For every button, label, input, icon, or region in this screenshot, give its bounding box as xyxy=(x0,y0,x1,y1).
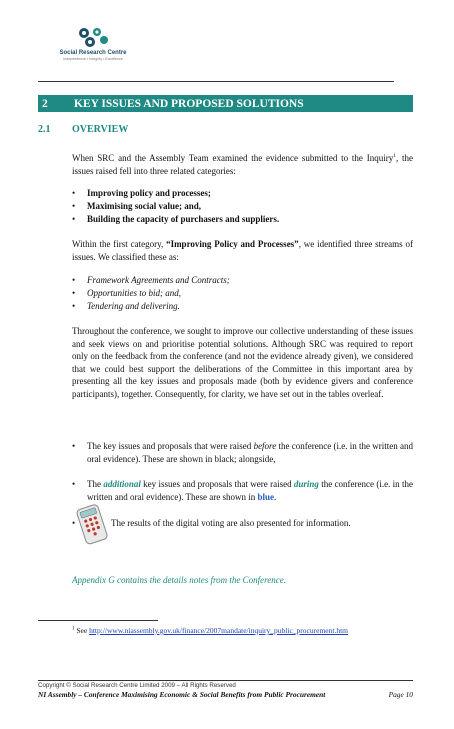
src-logo xyxy=(58,26,128,61)
list-item: • The additional key issues and proposals that were raised during the conference (i.e. in the written and oral evidence). These are shown in blue. xyxy=(72,479,413,502)
header-rule xyxy=(38,81,394,82)
subsection-title: OVERVIEW xyxy=(72,124,129,135)
list-item: • The key issues and proposals that were raised before the conference (i.e. in the written and oral evidence). These are shown in black; alongside, xyxy=(72,441,414,464)
logo-tagline: Independence • Integrity • Excellence xyxy=(63,57,123,61)
footnote-rule xyxy=(38,620,158,621)
copyright: Copyright © Social Research Centre Limited 2009 – All Rights Reserved xyxy=(38,682,236,689)
section-heading xyxy=(38,95,413,112)
paragraph-intro: When SRC and the Assembly Team examined the evidence submitted to the Inquiry$^1$, the issues raised fell into three related categories: xyxy=(72,153,413,176)
section-number: 2 xyxy=(42,97,48,110)
section-title: KEY ISSUES AND PROPOSED SOLUTIONS xyxy=(74,97,304,110)
list-item: • The results of the digital voting are also presented for information. xyxy=(72,518,351,528)
list-item: • Opportunities to bid; and, xyxy=(72,288,181,298)
logo-name: Social Research Centre xyxy=(59,50,127,56)
list-item: • Improving policy and processes; xyxy=(72,188,211,198)
footnote-ref[interactable]: 1 xyxy=(393,153,396,159)
footer-rule xyxy=(38,680,413,681)
streams-list xyxy=(72,274,413,313)
paragraph-conference: Throughout the conference, we sought to improve our collective understanding of these issues and seek views on and prioritise potential solutions. Although SRC was required to report only on the feedback from the conference (and not the evidence already given), we considered that we could best support the deliberations of the Committee in this important area by presenting all the key issues and proposals made (both by evidence givers and conference participants), together. Consequently, for clarity, we have set out in the tables overleaf. xyxy=(72,326,413,399)
src-logo-icon xyxy=(75,26,111,48)
voting-keypad-icon xyxy=(76,502,110,546)
footnote-link[interactable]: http://www.niassembly.gov.uk/finance/2007mandate/inquiry_public_procurement.htm xyxy=(89,626,348,635)
footnote: $^1$ See http://www.niassembly.gov.uk/finance/2007mandate/inquiry_public_procurement.htm xyxy=(72,626,348,635)
subsection-heading xyxy=(38,124,128,135)
footer-title: NI Assembly – Conference Maximising Economic & Social Benefits from Public Procurement xyxy=(38,690,326,699)
page-number: Page 10 xyxy=(388,690,413,699)
subsection-number: 2.1 xyxy=(38,124,51,135)
paragraph-streams: Within the first category, “Improving Policy and Processes”, we identified three streams of issues. We classified these as: xyxy=(72,239,413,262)
list-item: • Maximising social value; and, xyxy=(72,201,202,211)
categories-list xyxy=(72,187,413,226)
list-item: • Tendering and delivering. xyxy=(72,301,180,311)
list-item: • Framework Agreements and Contracts; xyxy=(72,275,230,285)
list-item: • Building the capacity of purchasers and suppliers. xyxy=(72,214,280,224)
appendix-note: Appendix G contains the details notes from the Conference. xyxy=(72,575,287,585)
